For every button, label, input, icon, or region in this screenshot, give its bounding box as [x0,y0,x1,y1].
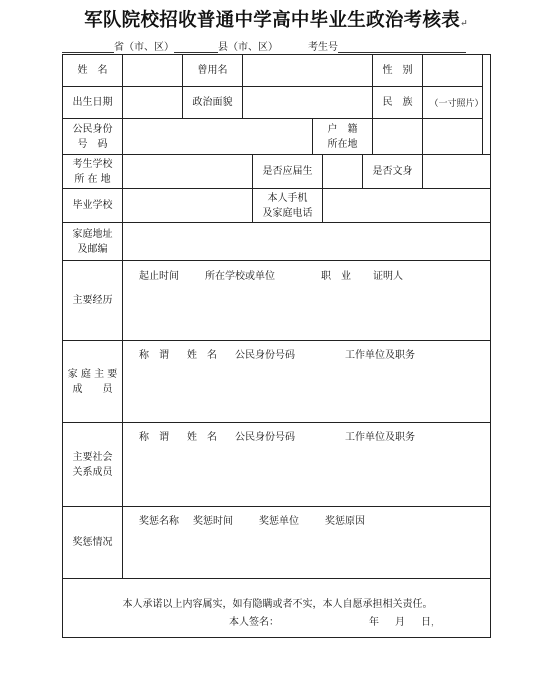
address-field[interactable] [123,223,490,261]
province-label: 省（市、区） [114,42,174,53]
experience-label: 主要经历 [63,261,123,341]
grad-school-label: 毕业学校 [63,189,123,223]
former-name-label: 曾用名 [183,55,243,87]
political-status-label: 政治面貌 [183,87,243,119]
name-label: 姓 名 [63,55,123,87]
id-number-label: 公民身份 号 码 [63,119,123,155]
awards-columns: 奖惩名称 奖惩时间 奖惩单位 奖惩原因 [139,516,365,527]
form-header [62,38,492,53]
county-label: 县（市、区） [218,42,278,53]
family-label: 家 庭 主 要 成 员 [63,341,123,423]
social-columns: 称 谓 姓 名 公民身份号码 工作单位及职务 [139,432,415,443]
cultural-body-field[interactable] [423,155,490,189]
cultural-body-label: 是否文身 [363,155,423,189]
fresh-grad-field[interactable] [323,155,363,189]
exam-no-label: 考生号 [308,42,338,53]
school-location-label: 考生学校 所 在 地 [63,155,123,189]
form-table [62,54,491,638]
family-columns: 称 谓 姓 名 公民身份号码 工作单位及职务 [139,350,415,361]
fresh-grad-label: 是否应届生 [253,155,323,189]
form-title [0,6,552,32]
paragraph-mark: ↵ [460,19,468,29]
grad-school-field[interactable] [123,189,253,223]
county-blank[interactable] [174,41,218,53]
photo-box[interactable]: （一寸照片） [423,55,490,155]
province-blank[interactable] [62,41,114,53]
name-field[interactable] [123,55,183,87]
ethnicity-label: 民 族 [373,87,423,119]
id-number-field[interactable] [123,119,313,155]
awards-label: 奖惩情况 [63,507,123,579]
political-status-field[interactable] [243,87,373,119]
experience-columns: 起止时间 所在学校或单位 职 业 证明人 [139,271,403,282]
signature-line: 本人签名： 年 月 日， [229,617,441,628]
household-field[interactable] [373,119,423,155]
signature-label: 本人签名： [229,617,279,628]
address-label: 家庭地址 及邮编 [63,223,123,261]
form-title-text: 军队院校招收普通中学高中毕业生政治考核表 [84,10,461,31]
birth-date-label: 出生日期 [63,87,123,119]
exam-no-blank[interactable] [338,41,466,53]
household-label: 户 籍 所在地 [313,119,373,155]
pledge-statement: 本人承诺以上内容属实，如有隐瞒或者不实，本人自愿承担相关责任。 [122,599,433,610]
birth-date-field[interactable] [123,87,183,119]
social-label: 主要社会 关系成员 [63,423,123,507]
former-name-field[interactable] [243,55,373,87]
phone-field[interactable] [323,189,490,223]
phone-label: 本人手机 及家庭电话 [253,189,323,223]
gender-label: 性 别 [373,55,423,87]
school-location-field[interactable] [123,155,253,189]
